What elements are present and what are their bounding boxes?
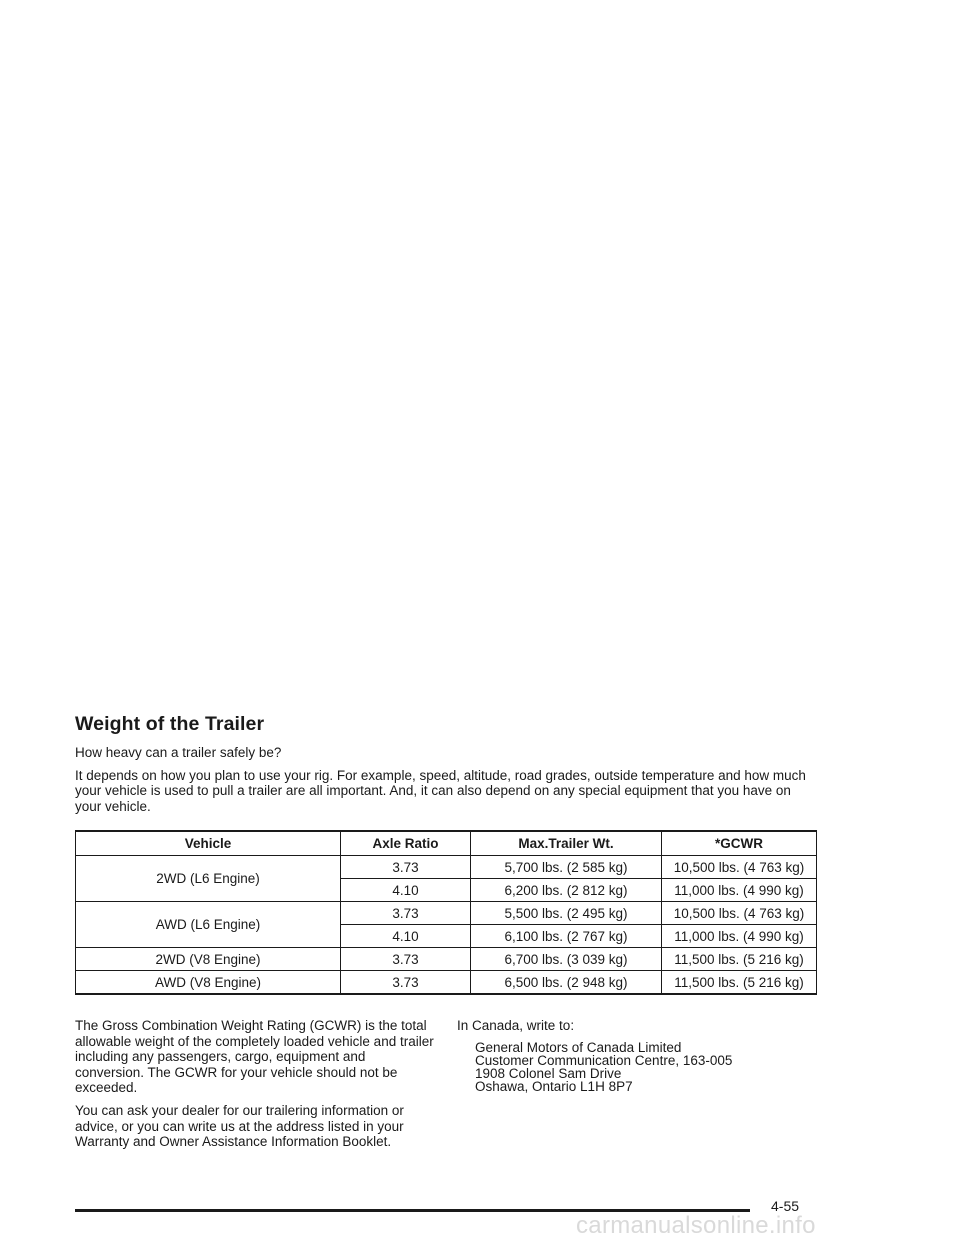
vehicle-cell: 2WD (V8 Engine) [76,948,341,971]
page-number: 4-55 [771,1198,800,1214]
address-line: General Motors of Canada Limited [475,1039,682,1055]
address-line: 1908 Colonel Sam Drive [475,1066,622,1081]
gcwr-explanation-column [75,1018,435,1157]
address-line: Oshawa, Ontario L1H 8P7 [475,1079,633,1095]
axle-ratio-cell: 3.73 [341,971,471,995]
table-row [76,948,817,971]
max-trailer-weight-cell: 5,700 lbs. (2 585 kg) [471,856,662,879]
header-vehicle: Vehicle [76,831,341,856]
intro-text [75,745,820,821]
max-trailer-weight-cell: 5,500 lbs. (2 495 kg) [471,902,662,925]
max-trailer-weight-cell: 6,500 lbs. (2 948 kg) [471,971,662,995]
intro-paragraph: It depends on how you plan to use your rig. For example, speed, altitude, road grades, outside temperature and how much your vehicle is used to pull a trailer are all important. And, it can also depend on any special equipment that you have on your vehicle. [75,767,806,814]
gcwr-definition: The Gross Combination Weight Rating (GCWR) is the total allowable weight of the completely loaded vehicle and trailer including any passengers, cargo, equipment and conversion. The GCWR for your vehicle should not be exceeded. [75,1018,434,1096]
vehicle-cell: AWD (V8 Engine) [76,971,341,995]
vehicle-cell: AWD (L6 Engine) [76,902,341,948]
gcwr-cell: 11,500 lbs. (5 216 kg) [662,948,817,971]
mailing-address [457,1041,817,1094]
table-row [76,971,817,995]
address-line: Customer Communication Centre, 163-005 [475,1052,733,1068]
trailer-weight-table [75,830,817,995]
gcwr-cell: 11,500 lbs. (5 216 kg) [662,971,817,995]
table-header-row [76,831,817,856]
axle-ratio-cell: 3.73 [341,948,471,971]
axle-ratio-cell: 4.10 [341,925,471,948]
table-row [76,902,817,925]
vehicle-cell: 2WD (L6 Engine) [76,856,341,902]
intro-question: How heavy can a trailer safely be? [75,745,282,760]
gcwr-cell: 10,500 lbs. (4 763 kg) [662,856,817,879]
header-gcwr: *GCWR [662,831,817,856]
axle-ratio-cell: 3.73 [341,902,471,925]
gcwr-cell: 10,500 lbs. (4 763 kg) [662,902,817,925]
header-axle-ratio: Axle Ratio [341,831,471,856]
canada-contact-column [457,1018,817,1093]
axle-ratio-cell: 3.73 [341,856,471,879]
watermark: carmanualsonline.info [576,1212,816,1239]
page-title: Weight of the Trailer [75,713,265,735]
max-trailer-weight-cell: 6,100 lbs. (2 767 kg) [471,925,662,948]
table-row [76,856,817,879]
max-trailer-weight-cell: 6,200 lbs. (2 812 kg) [471,879,662,902]
canada-lead: In Canada, write to: [457,1018,575,1033]
max-trailer-weight-cell: 6,700 lbs. (3 039 kg) [471,948,662,971]
dealer-advice: You can ask your dealer for our trailering information or advice, or you can write us at the address listed in your Warranty and Owner Assistance Information Booklet. [75,1102,404,1150]
axle-ratio-cell: 4.10 [341,879,471,902]
header-max-trailer-weight: Max.Trailer Wt. [471,831,662,856]
gcwr-cell: 11,000 lbs. (4 990 kg) [662,925,817,948]
gcwr-cell: 11,000 lbs. (4 990 kg) [662,879,817,902]
